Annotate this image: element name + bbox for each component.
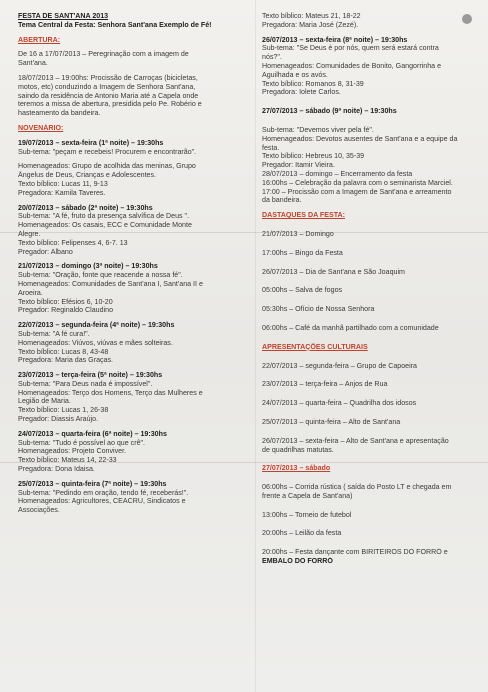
right-text-line: 05:00hs – Salva de fogos	[262, 286, 343, 295]
left-text-line: NOVENÁRIO:	[18, 123, 64, 132]
right-text-line: da bandeira.	[262, 196, 302, 205]
right-text-line: 21/07/2013 – Domingo	[262, 229, 334, 238]
left-text-line: Sub-tema: "A fé, fruto da presença salvífica de Deus ".	[18, 212, 190, 221]
left-text-line: 24/07/2013 – quarta-feira (6ª noite) – 19:30hs	[18, 429, 167, 438]
right-text-line: 06:00hs – Corrida rústica ( saída do Posto LT e chegada em	[262, 483, 452, 492]
right-text-line: Pregadora: Maria José (Zezé).	[262, 20, 359, 29]
right-text-line: 20:00hs – Leilão da festa	[262, 529, 342, 538]
fold-line-vertical	[255, 0, 256, 692]
right-text-line: 24/07/2013 – quarta-feira – Quadrilha dos idosos	[262, 399, 417, 408]
right-text-line: 27/07/2013 – sábado	[262, 464, 331, 473]
right-text-line: 05:30hs – Ofício de Nossa Senhora	[262, 305, 375, 314]
right-text-line: Homenageados: Comunidades de Bonito, Gangorrinha e	[262, 61, 442, 70]
right-text-line: Homenageados: Devotos ausentes de Sant'ana e a equipe da	[262, 134, 458, 143]
left-text-line: Sub-tema: "Pedindo em oração, tendo fé, receberás!".	[18, 488, 189, 497]
left-text-line: Sant'ana.	[18, 59, 48, 68]
right-text-line: Sub-tema: "Se Deus é por nós, quem será estará contra	[262, 44, 439, 53]
right-text-line: Texto bíblico: Romanos 8, 31-39	[262, 79, 364, 88]
left-text-line: teremos a missa de abertura, presidida pelo Pe. Robério e	[18, 100, 202, 109]
left-text-line: Pregador: Diassis Araújo.	[18, 415, 99, 424]
right-text-line: 28/07/2013 – domingo – Encerramento da festa	[262, 169, 413, 178]
left-text-line: Texto bíblico: Lucas 11, 9-13	[18, 179, 108, 188]
left-text-line: 20/07/2013 – sábado (2ª noite) – 19:30hs	[18, 203, 153, 212]
left-text-line: Texto bíblico: Lucas 1, 26-38	[18, 406, 109, 415]
left-text-line: Sub-tema: "A fé cura!".	[18, 329, 90, 338]
left-text-line: Sub-tema: "peçam e recebeis! Procurem e encontrarão".	[18, 147, 197, 156]
left-text-line: Homenageados: Os casais, ECC e Comunidade Monte	[18, 221, 192, 230]
left-text-line: Sub-tema: "Para Deus nada é impossível".	[18, 379, 153, 388]
right-text-line: 13:00hs – Torneio de futebol	[262, 510, 352, 519]
right-text-line: nós?".	[262, 53, 282, 62]
left-text-line: Sub-tema: "Tudo é possível ao que crê".	[18, 438, 146, 447]
left-text-line: 22/07/2013 – segunda-feira (4ª noite) – 19:30hs	[18, 321, 175, 330]
left-text-line: 18/07/2013 – 19:00hs: Procissão de Carroças (bicicletas,	[18, 73, 198, 82]
left-text-line: Sub-tema: "Oração, fonte que reacende a nossa fé".	[18, 271, 183, 280]
left-text-line: Homenageados: Grupo de acolhida das meninas, Grupo	[18, 162, 196, 171]
right-text-line: EMBALO DO FORRÓ	[262, 557, 333, 566]
right-text-line: Texto bíblico: Mateus 21, 18-22	[262, 12, 361, 20]
left-text-line: Pregadora: Kamila Taveres.	[18, 188, 106, 197]
right-text-line: 25/07/2013 – quinta-feira – Alto de Sant'ana	[262, 417, 401, 426]
left-text-line: saindo da residência de Antonio Maria até a Capela onde	[18, 91, 199, 100]
left-text-line: Texto bíblico: Mateus 14, 22-33	[18, 456, 117, 465]
left-text-line: Pregadora: Dona Idaisa.	[18, 465, 95, 474]
left-text-line: De 16 a 17/07/2013 – Peregrinação com a imagem de	[18, 50, 189, 59]
right-text-line: 16:00hs – Celebração da palavra com o seminarista Marciel.	[262, 178, 453, 187]
right-text-line: 06:00hs – Café da manhã partilhado com a comunidade	[262, 323, 439, 332]
left-text-line: 19/07/2013 – sexta-feira (1ª noite) – 19:30hs	[18, 138, 164, 147]
left-text-line: motos, etc) conduzindo a Imagem de Senhora Sant'ana,	[18, 82, 196, 91]
right-text-line: Aguilhada e os avós.	[262, 70, 328, 79]
left-text-line: Tema Central da Festa: Senhora Sant'ana Exemplo de Fé!	[18, 20, 212, 29]
left-text-line: ABERTURA:	[18, 35, 61, 44]
right-text-line: frente a Capela de Sant'ana)	[262, 491, 353, 500]
right-text-line: Pregadora: Iolete Carlos.	[262, 88, 341, 97]
left-column	[18, 12, 250, 515]
right-text-line: 26/07/2013 – Dia de Sant'ana e São Joaquim	[262, 267, 405, 276]
left-text-line: Texto bíblico: Efésios 6, 10-20	[18, 297, 113, 306]
left-text-line: Alegre.	[18, 229, 41, 238]
left-text-line: Pregador: Albano	[18, 247, 73, 256]
right-column	[262, 12, 484, 566]
left-text-line: Homenageados: Projeto Conviver.	[18, 447, 127, 456]
right-text-line: 20:00hs – Festa dançante com BIRITEIROS DO FORRÓ e	[262, 548, 448, 557]
right-text-line: Sub-tema: "Devemos viver pela fé".	[262, 125, 374, 134]
right-text-line: de quadrilhas matutas.	[262, 445, 334, 454]
left-text-line: Homenageados: Viúvos, viúvas e mães solteiras.	[18, 338, 173, 347]
right-text-line: 17:00hs – Bingo da Festa	[262, 248, 343, 257]
left-text-line: Pregador: Reginaldo Claudino	[18, 306, 114, 315]
left-text-line: Ângelus de Deus, Crianças e Adolescentes.	[18, 171, 157, 180]
left-text-line: hasteamento da bandeira.	[18, 109, 101, 118]
left-text-line: Associações.	[18, 506, 60, 515]
right-text-line: festa.	[262, 143, 280, 152]
right-text-line: 26/07/2013 – sexta-feira – Alto de Sant'ana e apresentação	[262, 436, 449, 445]
right-text-line: DASTAQUES DA FESTA:	[262, 211, 346, 220]
left-text-line: Homenageados: Agricultores, CEACRU, Sindicatos e	[18, 497, 186, 506]
right-text-line: 23/07/2013 – terça-feira – Anjos de Rua	[262, 380, 388, 389]
left-text-line: 23/07/2013 – terça-feira (5ª noite) – 19:30hs	[18, 371, 163, 380]
left-text-line: Homenageados: Comunidades de Sant'ana I, Sant'ana II e	[18, 279, 203, 288]
right-text-line: 26/07/2013 – sexta-feira (8ª noite) – 19:30hs	[262, 35, 408, 44]
left-text-line: Texto bíblico: Felipenses 4, 6-7. 13	[18, 238, 128, 247]
left-text-line: FESTA DE SANT'ANA 2013	[18, 12, 109, 20]
right-text-line: 22/07/2013 – segunda-feira – Grupo de Capoeira	[262, 361, 417, 370]
right-text-line: Texto bíblico: Hebreus 10, 35-39	[262, 152, 365, 161]
right-text-line: APRESENTAÇÕES CULTURAIS	[262, 342, 368, 351]
right-text-line: 27/07/2013 – sábado (9ª noite) – 19:30hs	[262, 107, 397, 116]
left-text-line: 25/07/2013 – quinta-feira (7ª noite) – 19:30hs	[18, 479, 167, 488]
right-text-line: 17:00 – Procissão com a Imagem de Sant'ana e arreamento	[262, 187, 452, 196]
left-text-line: Legião de Maria.	[18, 397, 71, 406]
right-text-line: Pregador: Itamir Vieira.	[262, 161, 335, 170]
left-text-line: 21/07/2013 – domingo (3ª noite) – 19:30hs	[18, 262, 158, 271]
left-text-line: Aroeira.	[18, 288, 43, 297]
left-text-line: Homenageados: Terço dos Homens, Terço das Mulheres e	[18, 388, 203, 397]
left-text-line: Texto bíblico: Lucas 8, 43-48	[18, 347, 109, 356]
left-text-line: Pregadora: Maria das Graças.	[18, 356, 114, 365]
